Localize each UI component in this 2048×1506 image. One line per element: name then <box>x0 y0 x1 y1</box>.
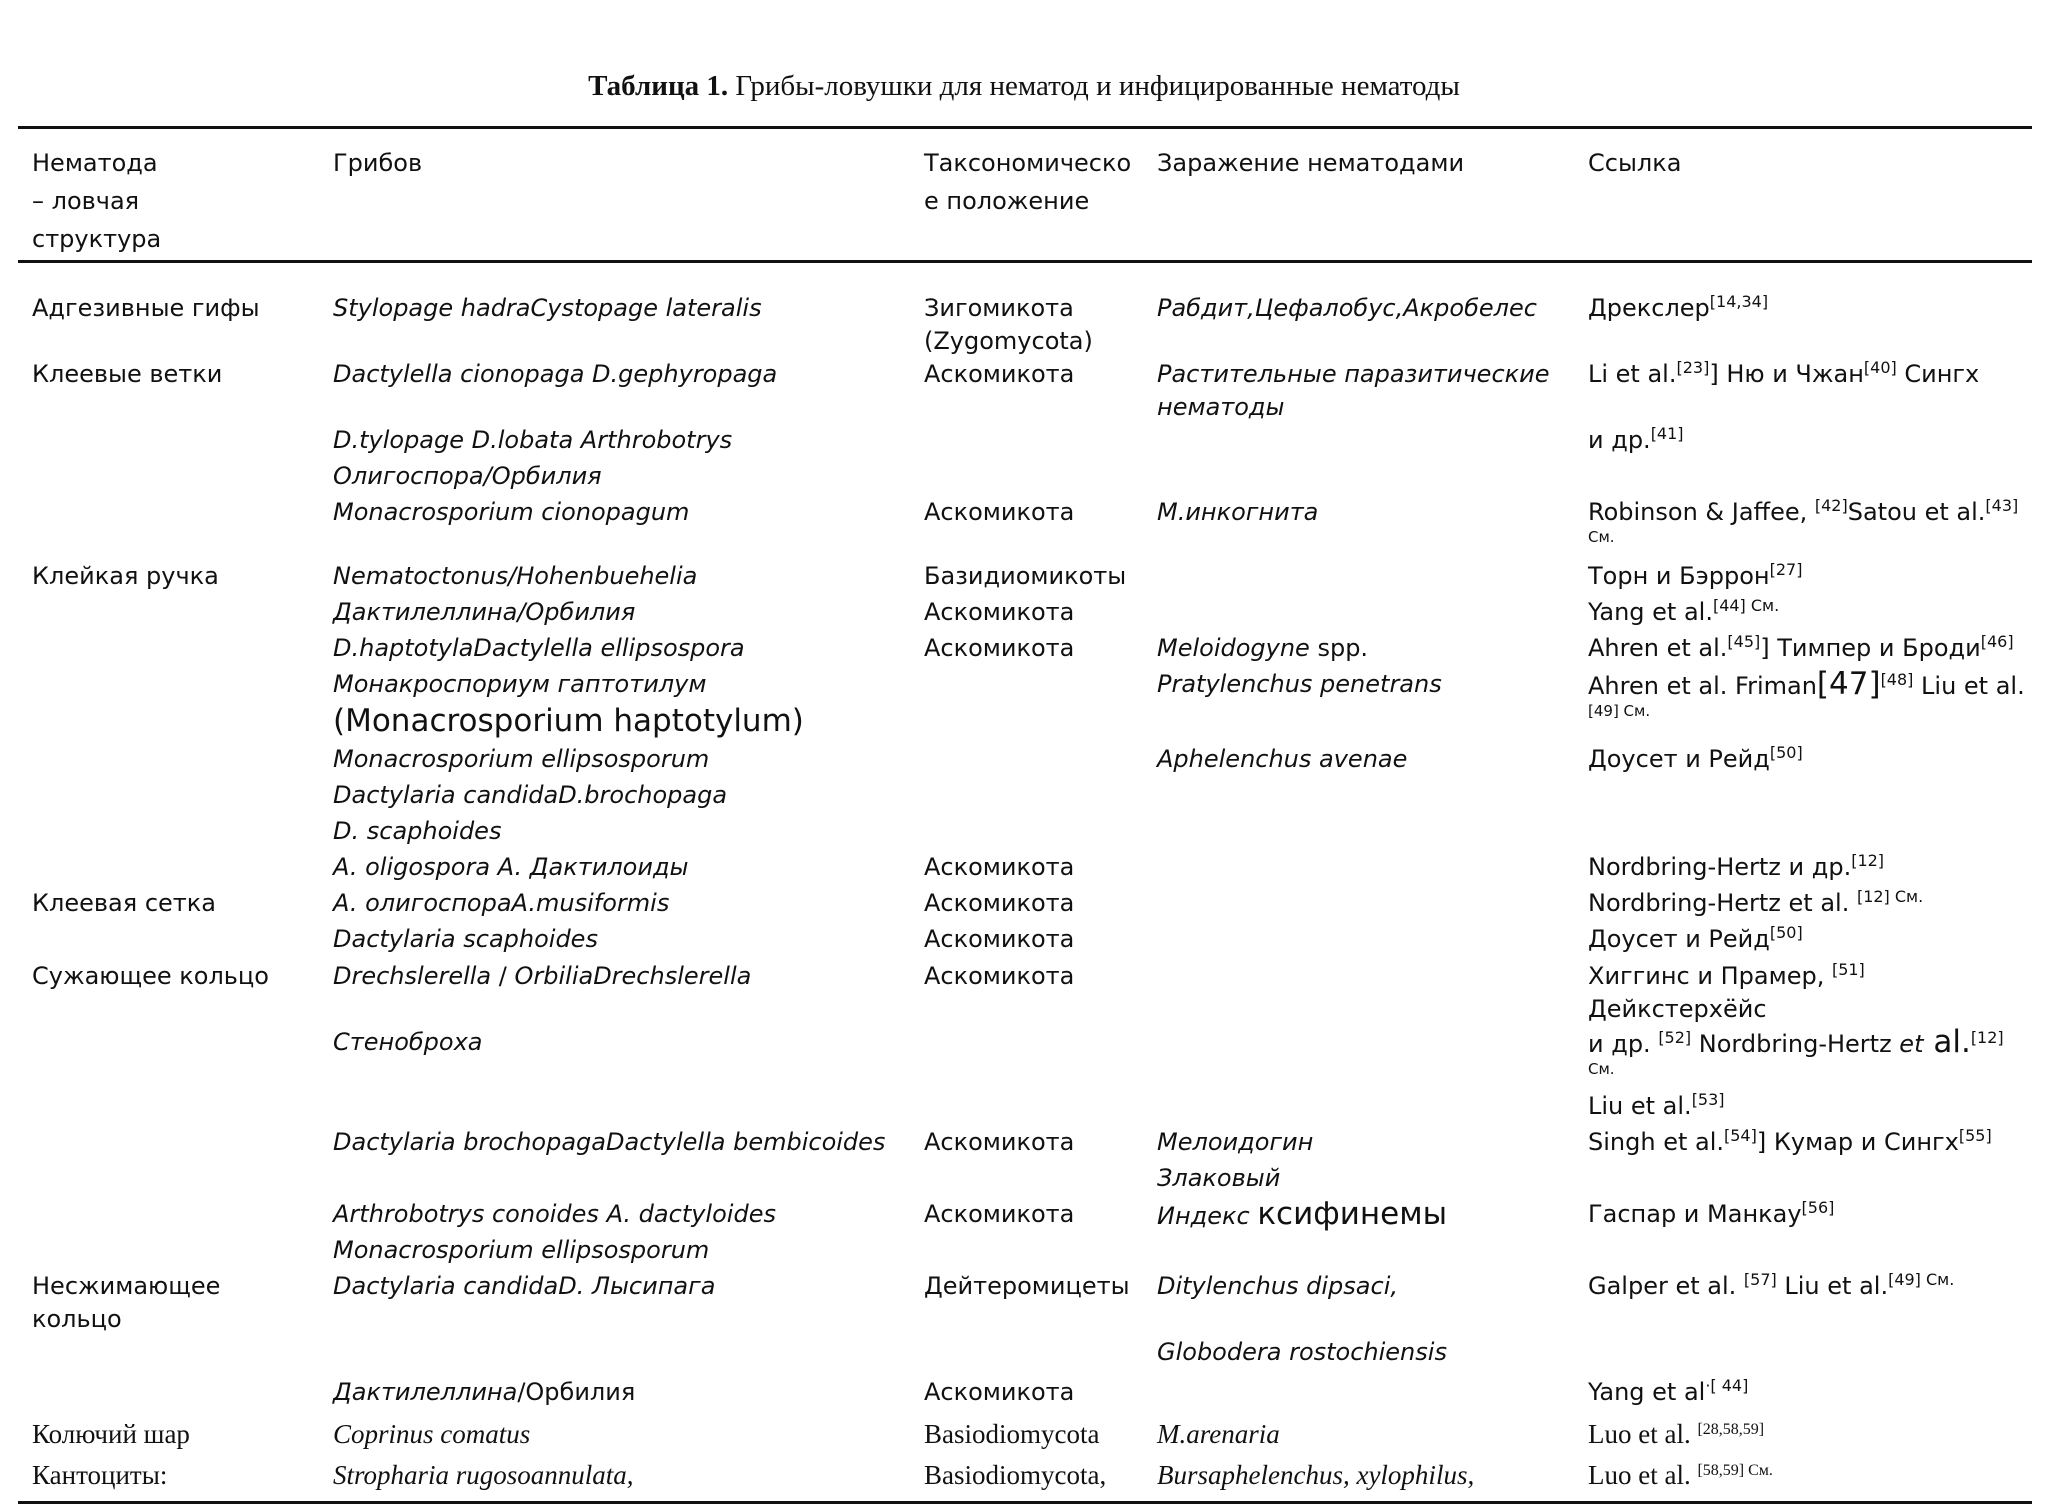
cell-taxonomy: Аскомикота <box>924 1128 1075 1156</box>
cell-infection <box>1157 1336 1577 1369</box>
reference-et: et <box>1899 1030 1924 1058</box>
reference-authors: Nordbring-Hertz и др. <box>1588 853 1852 881</box>
reference-citation: [14,34] <box>1709 292 1769 311</box>
reference-authors-3: Liu et al. <box>1913 672 2025 700</box>
reference-authors: и др. <box>1588 1030 1659 1058</box>
cell-reference <box>1588 1459 2038 1492</box>
reference-citation: [50] <box>1769 923 1803 942</box>
reference-authors-2: ] Ню и Чжан <box>1709 360 1864 388</box>
fungi-name: Дактилеллина <box>333 1378 518 1406</box>
cell-fungi <box>333 1198 913 1231</box>
cell-reference <box>1588 887 2038 920</box>
reference-authors-2: ] Тимпер и Броди <box>1760 634 1981 662</box>
reference-authors: Дейкстерхёйс <box>1588 995 1767 1023</box>
reference-citation: [27] <box>1769 560 1803 579</box>
infection-name: Злаковый <box>1157 1164 1281 1192</box>
cell-fungi <box>333 1270 913 1303</box>
reference-authors-2: ] Кумар и Сингх <box>1756 1128 1959 1156</box>
reference-authors: Galper et al. <box>1588 1272 1744 1300</box>
cell-reference <box>1588 1126 2038 1159</box>
cell-fungi <box>333 705 913 740</box>
infection-name-large: ксифинемы <box>1257 1196 1448 1232</box>
infection-name: M.инкогнита <box>1157 498 1319 526</box>
reference-citation: [52] <box>1658 1028 1692 1047</box>
reference-authors: Liu et al. <box>1588 1092 1692 1120</box>
header-reference: Ссылка <box>1588 149 1682 177</box>
fungi-name: Stropharia rugosoannulata, <box>333 1460 634 1490</box>
fungi-name: Dactylella cionopaga D.gephyropaga <box>333 360 778 388</box>
cell-taxonomy: Аскомикота <box>924 1378 1075 1406</box>
cell-structure: Клеевая сетка <box>32 889 216 917</box>
reference-citation-2: [12] <box>1970 1028 2004 1047</box>
reference-citation-2: [46] <box>1980 632 2014 651</box>
reference-citation: [41] <box>1650 424 1684 443</box>
cell-reference <box>1588 560 2038 593</box>
reference-citation: [45] <box>1727 632 1761 651</box>
fungi-name: Arthrobotrys conoides A. dactyloides <box>333 1200 776 1228</box>
fungi-name: D. scaphoides <box>333 817 502 845</box>
fungi-name: Стеноброха <box>333 1028 483 1056</box>
reference-authors: Nordbring-Hertz et al. <box>1588 889 1857 917</box>
fungi-name: Dactylaria brochopagaDactylella bembicoides <box>333 1128 886 1156</box>
infection-name: Bursaphelenchus, xylophilus, <box>1157 1460 1475 1490</box>
cell-fungi <box>333 1026 913 1059</box>
cell-reference <box>1588 1270 2038 1303</box>
fungi-name: Monacrosporium ellipsosporum <box>333 745 710 773</box>
cell-taxonomy: Зигомикота <box>924 294 1074 322</box>
fungi-separator: / <box>491 962 515 990</box>
cell-structure: Несжимающее <box>32 1272 221 1300</box>
reference-authors: Singh et al. <box>1588 1128 1724 1156</box>
caption-label: Таблица 1. <box>588 70 729 102</box>
fungi-name: Monacrosporium cionopagum <box>333 498 690 526</box>
reference-authors: Ahren et al. <box>1588 672 1728 700</box>
header-infection: Заражение нематодами <box>1157 149 1465 177</box>
cell-fungi <box>333 292 913 325</box>
reference-citation: [50] <box>1769 743 1803 762</box>
reference-citation: ·[ 44] <box>1705 1376 1749 1395</box>
cell-infection <box>1157 1198 1577 1233</box>
cell-taxonomy: Аскомикота <box>924 498 1075 526</box>
cell-infection <box>1157 632 1577 665</box>
reference-citation: [53] <box>1691 1090 1725 1109</box>
infection-suffix: spp. <box>1309 634 1369 662</box>
cell-taxonomy: Аскомикота <box>924 853 1075 881</box>
reference-citation: [42] <box>1814 496 1848 515</box>
fungi-name: Дактилеллина/Орбилия <box>333 598 636 626</box>
cell-infection <box>1157 1418 1577 1451</box>
reference-authors: Доусет и Рейд <box>1588 925 1770 953</box>
cell-reference <box>1588 923 2038 956</box>
reference-citation: [54] <box>1724 1126 1757 1145</box>
reference-authors: Yang et al. <box>1588 598 1713 626</box>
reference-note: См. <box>1588 528 1615 546</box>
infection-name: Globodera rostochiensis <box>1157 1338 1447 1366</box>
fungi-name: Monacrosporium ellipsosporum <box>333 1236 710 1264</box>
fungi-name: Stylopage hadraCystopage lateralis <box>333 294 762 322</box>
cell-reference <box>1588 1198 2038 1231</box>
reference-citation: [44] См. <box>1712 596 1780 615</box>
reference-authors: и др. <box>1588 426 1651 454</box>
cell-structure: Адгезивные гифы <box>32 294 260 322</box>
fungi-name: Монакроспориум гаптотилум <box>333 670 707 698</box>
cell-fungi <box>333 560 913 593</box>
header-rule <box>18 260 2032 263</box>
fungi-name: D.haptotylaDactylella ellipsospora <box>333 634 745 662</box>
header-structure: Нематода – ловчая структура <box>32 149 162 253</box>
reference-citation: [51] <box>1831 960 1865 979</box>
cell-infection <box>1157 668 1577 701</box>
cell-taxonomy: Дейтеромицеты <box>924 1272 1130 1300</box>
cell-reference <box>1588 1418 2038 1451</box>
reference-citation: [12] <box>1851 851 1885 870</box>
infection-name: Ditylenchus dipsaci, <box>1157 1272 1398 1300</box>
cell-fungi <box>333 743 913 776</box>
cell-fungi <box>333 887 913 920</box>
cell-reference <box>1588 1090 2038 1123</box>
reference-authors: Хиггинс и Прамер, <box>1588 962 1832 990</box>
infection-name: Мелоидогин <box>1157 1128 1314 1156</box>
cell-taxonomy: (Zygomycota) <box>924 327 1093 355</box>
cell-taxonomy: Аскомикота <box>924 1200 1075 1228</box>
fungi-name: Олигоспора/Орбилия <box>333 462 602 490</box>
cell-structure: Клейкая ручка <box>32 562 219 590</box>
cell-fungi <box>333 668 913 701</box>
cell-reference <box>1588 496 2038 545</box>
reference-note: См. <box>1588 1060 1615 1078</box>
cell-taxonomy: Basiodiomycota, <box>924 1460 1107 1490</box>
cell-fungi <box>333 460 913 493</box>
fungi-name: Drechslerella <box>333 962 492 990</box>
reference-citation: [57] <box>1743 1270 1777 1289</box>
cell-fungi <box>333 815 913 848</box>
cell-structure: кольцо <box>32 1305 122 1333</box>
cell-fungi <box>333 632 913 665</box>
cell-structure: Колючий шар <box>32 1419 190 1449</box>
cell-fungi <box>333 496 913 529</box>
reference-authors-2: Friman <box>1727 672 1817 700</box>
cell-fungi <box>333 851 913 884</box>
reference-authors: Robinson & Jaffee, <box>1588 498 1815 526</box>
header-fungi: Грибов <box>333 149 423 177</box>
cell-infection <box>1157 1459 1577 1492</box>
reference-citation-2: [43] <box>1985 496 2019 515</box>
cell-infection <box>1157 292 1577 325</box>
caption-text: Грибы-ловушки для нематод и инфицированные нематоды <box>728 70 1460 102</box>
top-rule <box>18 126 2032 129</box>
fungi-name: Dactylaria candidaD. Лысипага <box>333 1272 716 1300</box>
cell-reference <box>1588 993 2038 1026</box>
reference-authors: Li et al. <box>1588 360 1677 388</box>
cell-reference <box>1588 596 2038 629</box>
cell-infection <box>1157 1162 1577 1195</box>
cell-reference <box>1588 851 2038 884</box>
cell-structure: Клеевые ветки <box>32 360 223 388</box>
cell-reference <box>1588 1026 2038 1077</box>
cell-taxonomy: Аскомикота <box>924 360 1075 388</box>
infection-name: Растительные паразитические <box>1157 360 1550 388</box>
reference-authors-2: Nordbring-Hertz <box>1691 1030 1900 1058</box>
cell-fungi <box>333 923 913 956</box>
cell-infection <box>1157 743 1577 776</box>
reference-authors: Дрекслер <box>1588 294 1710 322</box>
cell-reference <box>1588 1376 2038 1409</box>
reference-authors-2: Liu et al. <box>1776 1272 1889 1300</box>
cell-reference <box>1588 960 2038 993</box>
cell-taxonomy: Аскомикота <box>924 634 1075 662</box>
cell-fungi <box>333 1418 913 1451</box>
reference-citation: [12] См. <box>1856 887 1924 906</box>
reference-citation-2: [49] См. <box>1888 1270 1955 1289</box>
cell-fungi <box>333 960 913 993</box>
reference-authors: Доусет и Рейд <box>1588 745 1770 773</box>
fungi-name: A. oligospora A. Дактилоиды <box>333 853 689 881</box>
cell-reference <box>1588 358 2038 391</box>
reference-authors: Luo et al. <box>1588 1419 1698 1449</box>
reference-citation-2: [40] <box>1863 358 1897 377</box>
bottom-rule <box>18 1501 2032 1504</box>
cell-reference <box>1588 632 2038 665</box>
fungi-name: D.tylopage D.lobata Arthrobotrys <box>333 426 733 454</box>
reference-citation: [56] <box>1801 1198 1835 1217</box>
cell-taxonomy: Аскомикота <box>924 889 1075 917</box>
reference-authors: Luo et al. <box>1588 1460 1698 1490</box>
cell-fungi <box>333 424 913 457</box>
infection-name: M.arenaria <box>1157 1419 1280 1449</box>
infection-name: Aphelenchus avenae <box>1157 745 1408 773</box>
cell-infection <box>1157 391 1577 424</box>
cell-fungi <box>333 1376 913 1409</box>
header-taxonomy: Таксономическо е положение <box>924 149 1132 215</box>
fungi-name: Coprinus comatus <box>333 1419 531 1449</box>
cell-fungi <box>333 1126 913 1159</box>
cell-fungi <box>333 779 913 812</box>
reference-citation: [58,59] См. <box>1697 1462 1773 1479</box>
cell-reference <box>1588 668 2038 719</box>
infection-name: Meloidogyne <box>1157 634 1310 662</box>
infection-name: нематоды <box>1157 393 1285 421</box>
cell-infection <box>1157 1126 1577 1159</box>
reference-citation-2: [55] <box>1958 1126 1992 1145</box>
reference-citation-2: [48] <box>1880 670 1914 689</box>
reference-authors: Торн и Бэррон <box>1588 562 1770 590</box>
cell-taxonomy: Аскомикота <box>924 925 1075 953</box>
reference-authors: Ahren et al. <box>1588 634 1728 662</box>
reference-authors: Гаспар и Манкау <box>1588 1200 1802 1228</box>
cell-taxonomy: Аскомикота <box>924 598 1075 626</box>
cell-fungi <box>333 1459 913 1492</box>
reference-note: [49] См. <box>1588 702 1651 720</box>
cell-reference <box>1588 743 2038 776</box>
cell-fungi <box>333 358 913 391</box>
cell-structure: Кантоциты: <box>32 1460 168 1490</box>
reference-authors: Yang et al <box>1588 1378 1706 1406</box>
table-caption <box>0 70 2048 103</box>
reference-citation: [28,58,59] <box>1697 1421 1765 1438</box>
infection-name: Pratylenchus penetrans <box>1157 670 1442 698</box>
cell-taxonomy: Базидиомикоты <box>924 562 1127 590</box>
fungi-separator: /Орбилия <box>517 1378 636 1406</box>
fungi-name-tail: OrbiliaDrechslerella <box>514 962 752 990</box>
cell-taxonomy: Аскомикота <box>924 962 1075 990</box>
fungi-name: Dactylaria scaphoides <box>333 925 598 953</box>
fungi-name: Nematoctonus/Hohenbuehelia <box>333 562 698 590</box>
infection-name: Рабдит,Цефалобус,Акробелес <box>1157 294 1537 322</box>
cell-infection <box>1157 358 1577 391</box>
infection-name: Индекс <box>1157 1202 1258 1230</box>
reference-citation-large: [47] <box>1816 666 1881 702</box>
reference-citation: [23] <box>1676 358 1710 377</box>
cell-taxonomy: Basiodiomycota <box>924 1419 1100 1449</box>
cell-structure: Сужающее кольцо <box>32 962 269 990</box>
cell-reference <box>1588 424 2038 457</box>
reference-authors-3: Сингх <box>1896 360 1980 388</box>
reference-authors-2: Satou et al. <box>1847 498 1986 526</box>
fungi-name: A. олигоспораA.musiformis <box>333 889 670 917</box>
cell-fungi <box>333 1234 913 1267</box>
cell-fungi <box>333 596 913 629</box>
cell-reference <box>1588 292 2038 325</box>
cell-infection <box>1157 496 1577 529</box>
cell-infection <box>1157 1270 1577 1303</box>
reference-citation-large: al. <box>1923 1024 1971 1060</box>
fungi-latin-name: (Monacrosporium haptotylum) <box>333 703 804 739</box>
fungi-name: Dactylaria candidaD.brochopaga <box>333 781 728 809</box>
